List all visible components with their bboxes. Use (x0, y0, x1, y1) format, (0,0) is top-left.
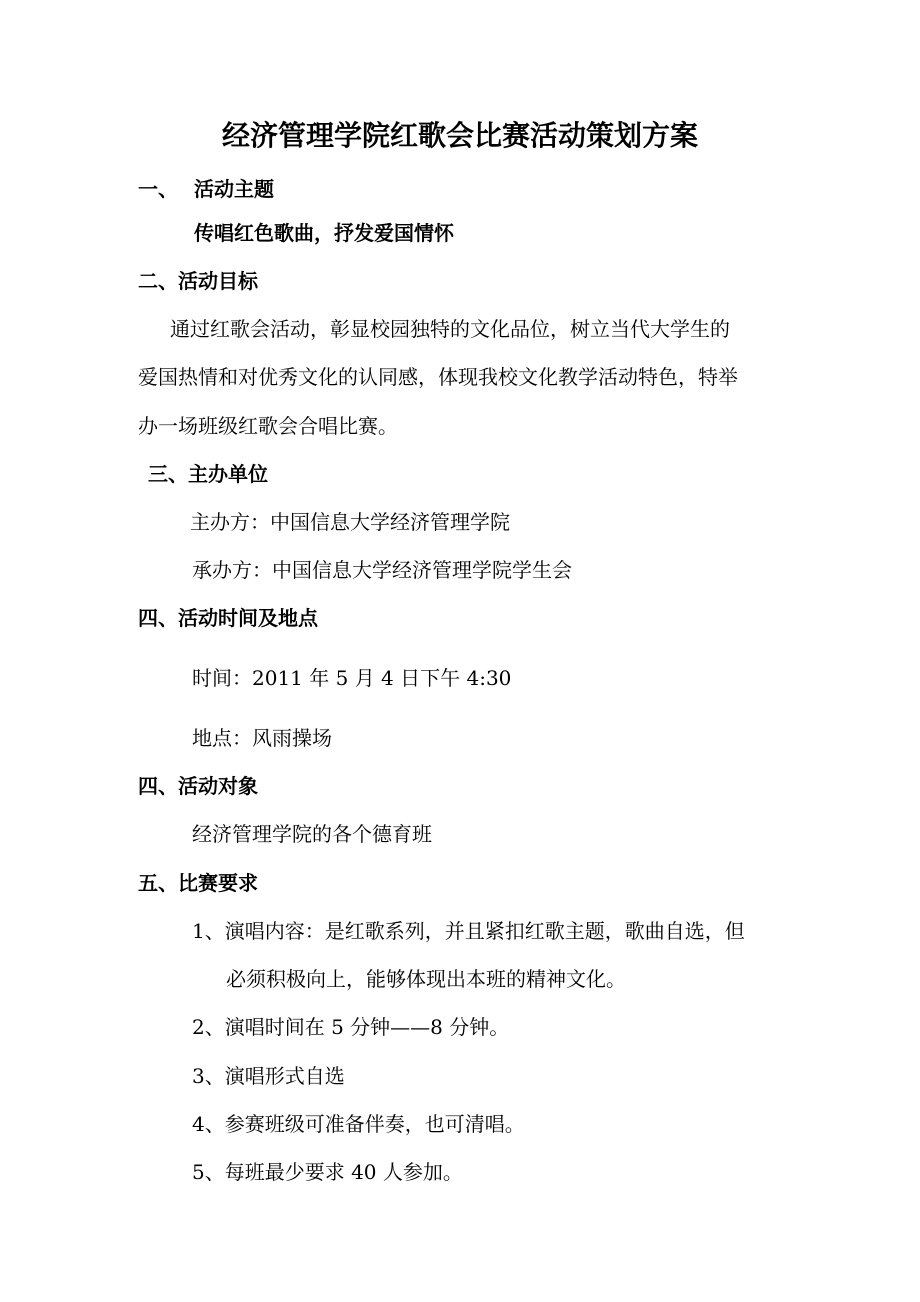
section-time-place-heading: 四、活动时间及地点 (138, 606, 318, 630)
section-theme-number: 一、 (138, 177, 178, 201)
requirement-item-1-continued: 必须积极向上，能够体现出本班的精神文化。 (226, 967, 626, 991)
section-organizer-executor: 承办方：中国信息大学经济管理学院学生会 (192, 558, 572, 582)
section-audience-heading: 四、活动对象 (138, 774, 258, 798)
section-goal-heading: 二、活动目标 (138, 269, 258, 293)
section-organizer-heading: 三、主办单位 (148, 462, 268, 486)
section-theme-content: 传唱红色歌曲，抒发爱国情怀 (194, 221, 454, 245)
section-goal-line-2: 爱国热情和对优秀文化的认同感，体现我校文化教学活动特色，特举 (138, 365, 738, 389)
section-time: 时间：2011 年 5 月 4 日下午 4:30 (192, 666, 512, 690)
requirement-item-5: 5、每班最少要求 40 人参加。 (192, 1160, 463, 1184)
section-place: 地点：风雨操场 (192, 726, 332, 750)
section-goal-line-1: 通过红歌会活动，彰显校园独特的文化品位，树立当代大学生的 (170, 317, 730, 341)
section-theme-heading (138, 176, 274, 202)
section-requirements-heading: 五、比赛要求 (138, 871, 258, 895)
requirement-item-3: 3、演唱形式自选 (192, 1064, 345, 1088)
section-goal-line-3: 办一场班级红歌会合唱比赛。 (138, 414, 398, 438)
requirement-item-4: 4、参赛班级可准备伴奏，也可清唱。 (192, 1112, 525, 1136)
section-theme-title: 活动主题 (194, 177, 274, 201)
requirement-item-2: 2、演唱时间在 5 分钟——8 分钟。 (192, 1015, 510, 1039)
section-audience-content: 经济管理学院的各个德育班 (192, 822, 432, 846)
requirement-item-1: 1、演唱内容：是红歌系列，并且紧扣红歌主题，歌曲自选，但 (192, 919, 745, 943)
document-title: 经济管理学院红歌会比赛活动策划方案 (221, 119, 698, 152)
section-organizer-host: 主办方：中国信息大学经济管理学院 (190, 510, 510, 534)
